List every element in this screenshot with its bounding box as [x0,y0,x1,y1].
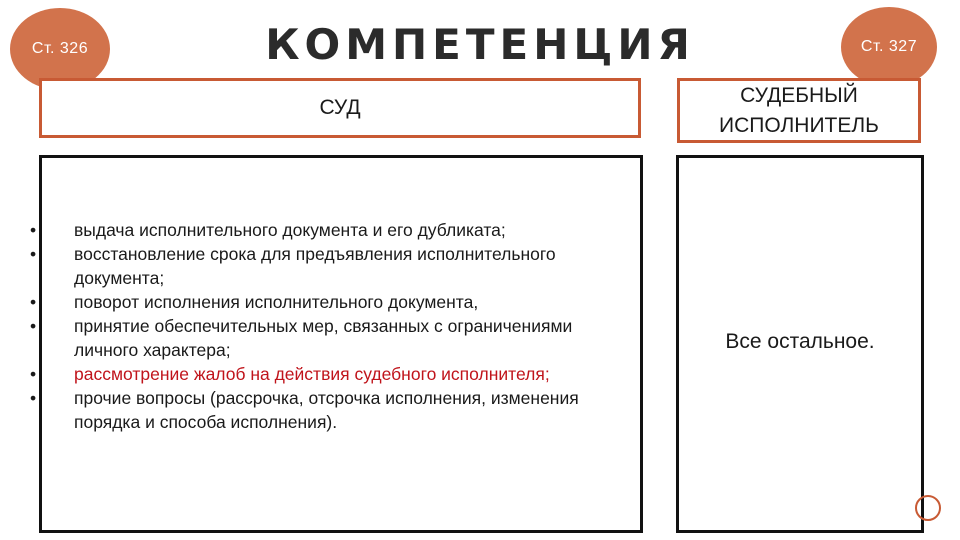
list-item: • поворот исполнения исполнительного документа, [30,290,630,314]
list-item: • восстановление срока для предъявления исполнительного документа; [30,242,630,290]
slide-title: КОМПЕТЕНЦИЯ [265,19,695,69]
list-item: • прочие вопросы (рассрочка, отсрочка исполнения, изменения порядка и способа исполнения). [30,386,630,434]
court-competence-list [30,218,630,434]
list-item: • принятие обеспечительных мер, связанных с ограничениями личного характера; [30,314,630,362]
article-327-badge: Ст. 327 [841,7,937,87]
list-item-highlighted: • рассмотрение жалоб на действия судебного исполнителя; [30,362,630,386]
executor-header: СУДЕБНЫЙ ИСПОЛНИТЕЛЬ [677,78,921,143]
corner-circle-icon [915,495,941,521]
executor-competence-text: Все остальное. [725,330,875,353]
list-item: • выдача исполнительного документа и его дубликата; [30,218,630,242]
court-header: СУД [39,78,641,138]
article-326-badge: Ст. 326 [10,8,110,90]
